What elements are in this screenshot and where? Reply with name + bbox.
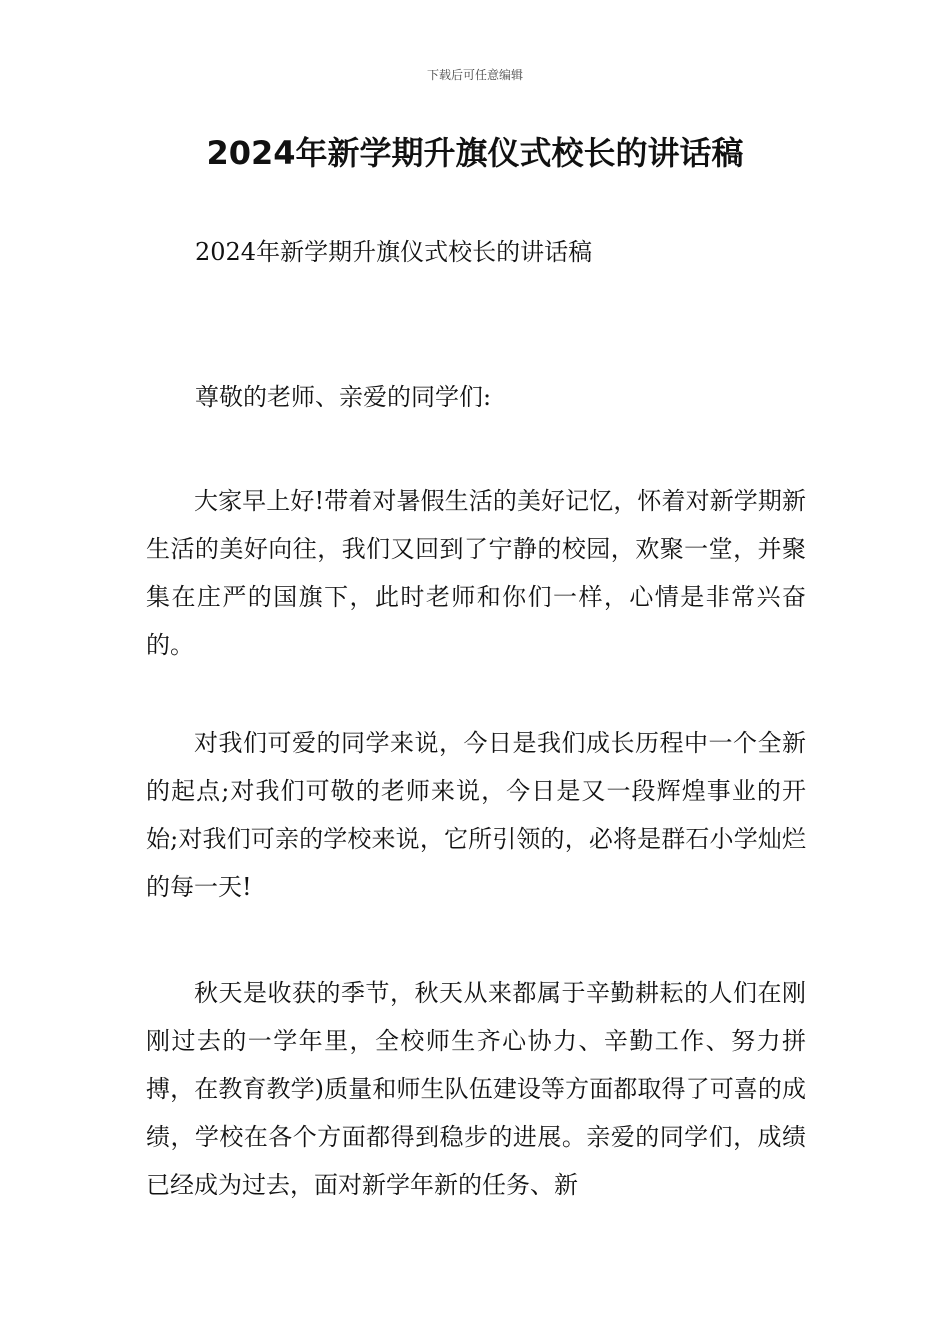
- paragraph-1: 大家早上好!带着对暑假生活的美好记忆，怀着对新学期新生活的美好向往，我们又回到了宁静的校园，欢聚一堂，并聚集在庄严的国旗下，此时老师和你们一样，心情是非常兴奋的。: [146, 487, 806, 659]
- document-title: 2024年新学期升旗仪式校长的讲话稿: [206, 134, 744, 172]
- paragraph-2: 对我们可爱的同学来说，今日是我们成长历程中一个全新的起点;对我们可敬的老师来说，今日是又一段辉煌事业的开始;对我们可亲的学校来说，它所引领的，必将是群石小学灿烂的每一天!: [146, 729, 806, 901]
- header-note: 下载后可任意编辑: [426, 68, 523, 82]
- document-subtitle: 2024年新学期升旗仪式校长的讲话稿: [195, 238, 593, 266]
- salutation: 尊敬的老师、亲爱的同学们:: [195, 383, 492, 411]
- paragraph-3: 秋天是收获的季节，秋天从来都属于辛勤耕耘的人们在刚刚过去的一学年里，全校师生齐心协力、辛勤工作、努力拼搏，在教育教学)质量和师生队伍建设等方面都取得了可喜的成绩，学校在各个方面都得到稳步的进展。亲爱的同学们，成绩已经成为过去，面对新学年新的任务、新: [146, 979, 806, 1199]
